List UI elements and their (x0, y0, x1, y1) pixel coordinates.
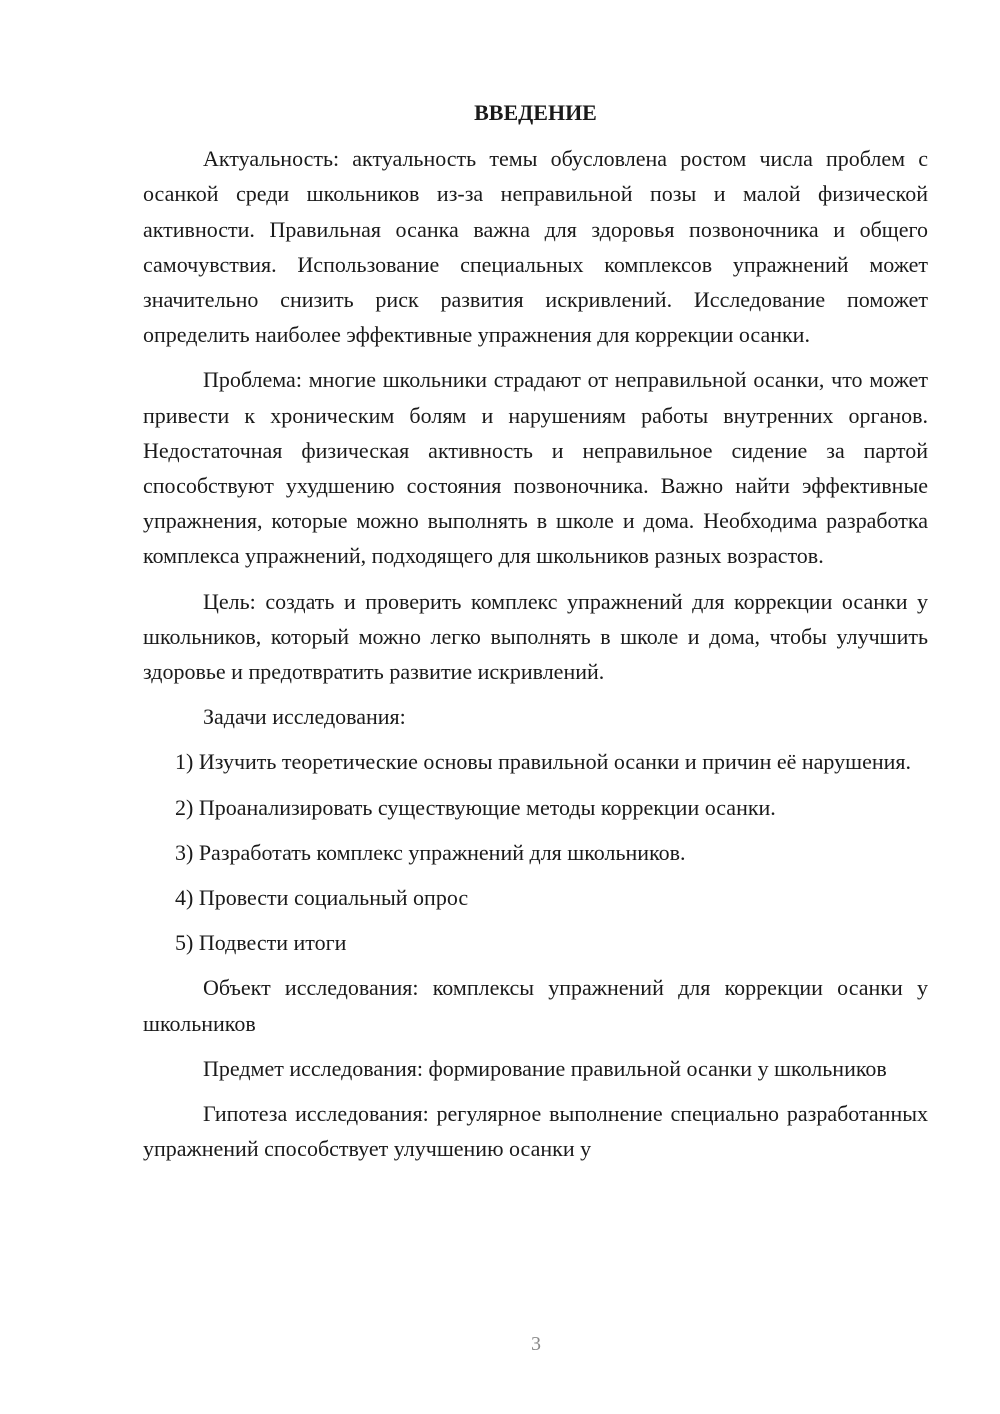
tasks-label: Задачи исследования: (203, 704, 406, 730)
page-content (143, 95, 928, 1176)
problem-paragraph: Проблема: многие школьники страдают от неправильной осанки, что может привести к хроническим болям и нарушениям работы внутренних органов. Недостаточная физическая активность и неправильное сидение за партой способствуют ухудшению состояния позвоночника. Важно найти эффективные упражнения, которые можно выполнять в школе и дома. Необходима разработка комплекса упражнений, подходящего для школьников разных возрастов. (143, 367, 928, 569)
relevance-paragraph: Актуальность: актуальность темы обусловлена ростом числа проблем с осанкой среди школьников из-за неправильной позы и малой физической активности. Правильная осанка важна для здоровья позвоночника и общего самочувствия. Использование специальных комплексов упражнений может значительно снизить риск развития искривлений. Исследование поможет определить наиболее эффективные упражнения для коррекции осанки. (143, 146, 928, 348)
task-item: 4) Провести социальный опрос (175, 885, 469, 911)
section-heading: ВВЕДЕНИЕ (474, 100, 597, 125)
task-item: 3) Разработать комплекс упражнений для школьников. (175, 839, 686, 865)
hypothesis-paragraph: Гипотеза исследования: регулярное выполнение специально разработанных упражнений способствует улучшению осанки у (143, 1101, 928, 1162)
task-item: 2) Проанализировать существующие методы коррекции осанки. (175, 794, 776, 820)
task-item: 1) Изучить теоретические основы правильной осанки и причин её нарушения. (175, 749, 912, 775)
task-item: 5) Подвести итоги (175, 930, 347, 956)
goal-paragraph: Цель: создать и проверить комплекс упражнений для коррекции осанки у школьников, который можно легко выполнять в школе и дома, чтобы улучшить здоровье и предотвратить развитие искривлений. (143, 588, 928, 685)
subject-paragraph: Предмет исследования: формирование правильной осанки у школьников (203, 1055, 887, 1081)
object-paragraph: Объект исследования: комплексы упражнений для коррекции осанки у школьников (143, 975, 928, 1036)
page-number: 3 (531, 1333, 541, 1355)
